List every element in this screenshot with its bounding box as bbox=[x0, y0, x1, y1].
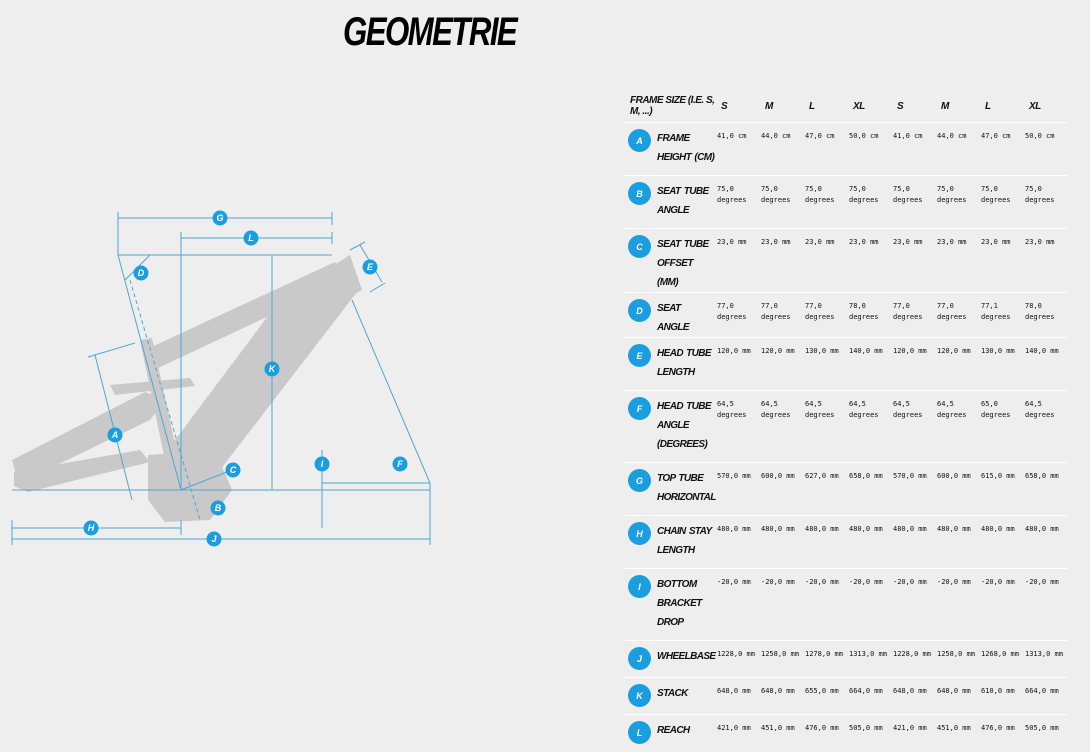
value-cell bbox=[847, 176, 891, 229]
parameter-badge: I bbox=[628, 575, 651, 598]
svg-text:B: B bbox=[214, 503, 222, 513]
value-cell bbox=[715, 678, 759, 715]
parameter-cell bbox=[624, 123, 715, 176]
value-cell bbox=[891, 229, 935, 293]
value-cell bbox=[847, 391, 891, 463]
svg-text:A: A bbox=[111, 430, 119, 440]
size-header: L bbox=[985, 100, 991, 112]
value-text: 44,0 cm bbox=[937, 132, 967, 140]
value-text: 658,0 mm bbox=[1025, 472, 1059, 480]
value-text: 1258,0 mm bbox=[761, 650, 799, 658]
value-text: 75,0 degrees bbox=[981, 185, 1011, 204]
value-text: 627,0 mm bbox=[805, 472, 839, 480]
value-text: 78,0 degrees bbox=[1025, 302, 1055, 321]
value-text: 615,0 mm bbox=[981, 472, 1015, 480]
svg-text:H: H bbox=[87, 523, 95, 533]
value-cell bbox=[891, 293, 935, 338]
value-cell bbox=[847, 338, 891, 391]
svg-text:J: J bbox=[211, 534, 217, 544]
value-text: -20,0 mm bbox=[981, 578, 1015, 586]
label-badge-g bbox=[213, 211, 228, 226]
value-text: 140,0 mm bbox=[849, 347, 883, 355]
value-cell bbox=[891, 123, 935, 176]
parameter-name: HEAD TUBE ANGLE (DEGREES) bbox=[657, 401, 711, 450]
value-cell bbox=[1023, 176, 1067, 229]
parameter-cell bbox=[624, 715, 715, 752]
value-text: 480,0 mm bbox=[717, 525, 751, 533]
parameter-badge: L bbox=[628, 721, 651, 744]
svg-text:K: K bbox=[268, 364, 276, 374]
value-cell bbox=[935, 569, 979, 641]
value-text: -20,0 mm bbox=[761, 578, 795, 586]
size-header: L bbox=[809, 100, 815, 112]
value-text: 476,0 mm bbox=[805, 724, 839, 732]
value-cell bbox=[759, 641, 803, 678]
parameter-badge: D bbox=[628, 299, 651, 322]
table-row bbox=[624, 715, 1067, 752]
value-text: 130,0 mm bbox=[981, 347, 1015, 355]
table-row bbox=[624, 338, 1067, 391]
parameter-badge: B bbox=[628, 182, 651, 205]
label-badge-l bbox=[244, 231, 259, 246]
value-text: 23,0 mm bbox=[1025, 238, 1055, 246]
svg-text:D: D bbox=[137, 268, 145, 278]
svg-text:E: E bbox=[366, 262, 374, 272]
value-cell bbox=[803, 715, 847, 752]
value-text: 47,0 cm bbox=[805, 132, 835, 140]
table-header-row bbox=[624, 90, 1067, 123]
value-cell bbox=[935, 338, 979, 391]
value-cell bbox=[891, 338, 935, 391]
parameter-badge: F bbox=[628, 397, 651, 420]
value-cell bbox=[803, 229, 847, 293]
value-cell bbox=[715, 715, 759, 752]
value-text: 120,0 mm bbox=[893, 347, 927, 355]
label-badge-c bbox=[226, 463, 241, 478]
value-cell bbox=[891, 641, 935, 678]
value-cell bbox=[759, 229, 803, 293]
value-text: 64,5 degrees bbox=[1025, 400, 1055, 419]
value-text: 23,0 mm bbox=[761, 238, 791, 246]
size-header: S bbox=[721, 100, 728, 112]
value-cell bbox=[891, 463, 935, 516]
parameter-cell bbox=[624, 569, 715, 641]
value-cell bbox=[935, 516, 979, 569]
parameter-name: TOP TUBE HORIZONTAL bbox=[657, 473, 716, 503]
value-cell bbox=[979, 516, 1023, 569]
value-text: 140,0 mm bbox=[1025, 347, 1059, 355]
value-text: 648,0 mm bbox=[937, 687, 971, 695]
value-cell bbox=[847, 678, 891, 715]
value-text: 64,5 degrees bbox=[937, 400, 967, 419]
parameter-badge: K bbox=[628, 684, 651, 707]
value-text: 130,0 mm bbox=[805, 347, 839, 355]
value-text: 1228,0 mm bbox=[893, 650, 931, 658]
value-cell bbox=[891, 678, 935, 715]
label-badge-e bbox=[363, 260, 378, 275]
value-text: 505,0 mm bbox=[1025, 724, 1059, 732]
value-cell bbox=[1023, 391, 1067, 463]
value-cell bbox=[715, 463, 759, 516]
value-cell bbox=[1023, 293, 1067, 338]
value-cell bbox=[759, 463, 803, 516]
value-text: 41,0 cm bbox=[717, 132, 747, 140]
parameter-name: CHAIN STAY LENGTH bbox=[657, 526, 712, 556]
parameter-badge: A bbox=[628, 129, 651, 152]
value-text: 570,0 mm bbox=[893, 472, 927, 480]
value-cell bbox=[715, 229, 759, 293]
value-text: 480,0 mm bbox=[981, 525, 1015, 533]
parameter-name: REACH bbox=[657, 725, 690, 736]
value-cell bbox=[715, 516, 759, 569]
value-cell bbox=[1023, 463, 1067, 516]
svg-text:L: L bbox=[248, 233, 254, 243]
value-cell bbox=[847, 463, 891, 516]
table-row bbox=[624, 463, 1067, 516]
value-cell bbox=[715, 123, 759, 176]
value-text: 476,0 mm bbox=[981, 724, 1015, 732]
value-text: 655,0 mm bbox=[805, 687, 839, 695]
value-text: 77,0 degrees bbox=[805, 302, 835, 321]
size-header: M bbox=[765, 100, 773, 112]
value-cell bbox=[891, 715, 935, 752]
value-text: 480,0 mm bbox=[1025, 525, 1059, 533]
label-badge-h bbox=[84, 521, 99, 536]
value-text: 648,0 mm bbox=[761, 687, 795, 695]
value-cell bbox=[803, 338, 847, 391]
table-row bbox=[624, 641, 1067, 678]
value-text: 1278,0 mm bbox=[805, 650, 843, 658]
value-cell bbox=[935, 293, 979, 338]
value-cell bbox=[715, 391, 759, 463]
label-badge-j bbox=[207, 532, 222, 547]
label-badge-a bbox=[108, 428, 123, 443]
geometry-diagram bbox=[0, 200, 440, 550]
label-badge-i bbox=[315, 457, 330, 472]
value-cell bbox=[891, 516, 935, 569]
parameter-cell bbox=[624, 516, 715, 569]
table-row bbox=[624, 176, 1067, 229]
value-text: -20,0 mm bbox=[937, 578, 971, 586]
value-text: 65,0 degrees bbox=[981, 400, 1011, 419]
geometry-table bbox=[624, 90, 1067, 752]
value-cell bbox=[759, 293, 803, 338]
value-cell bbox=[759, 715, 803, 752]
value-cell bbox=[759, 678, 803, 715]
value-text: 23,0 mm bbox=[937, 238, 967, 246]
value-cell bbox=[847, 569, 891, 641]
value-text: 600,0 mm bbox=[761, 472, 795, 480]
parameter-badge: J bbox=[628, 647, 651, 670]
value-text: 480,0 mm bbox=[893, 525, 927, 533]
value-cell bbox=[803, 176, 847, 229]
value-text: 64,5 degrees bbox=[849, 400, 879, 419]
value-text: 451,0 mm bbox=[761, 724, 795, 732]
value-text: 648,0 mm bbox=[717, 687, 751, 695]
value-cell bbox=[1023, 641, 1067, 678]
value-text: 75,0 degrees bbox=[805, 185, 835, 204]
value-cell bbox=[803, 463, 847, 516]
size-header: XL bbox=[853, 100, 865, 112]
parameter-cell bbox=[624, 391, 715, 463]
svg-text:C: C bbox=[229, 465, 237, 475]
value-text: 664,0 mm bbox=[849, 687, 883, 695]
value-text: 570,0 mm bbox=[717, 472, 751, 480]
value-text: 120,0 mm bbox=[937, 347, 971, 355]
parameter-name: WHEELBASE bbox=[657, 651, 716, 662]
size-header: M bbox=[941, 100, 949, 112]
value-text: 75,0 degrees bbox=[761, 185, 791, 204]
value-text: 64,5 degrees bbox=[805, 400, 835, 419]
value-cell bbox=[979, 463, 1023, 516]
size-header: S bbox=[897, 100, 904, 112]
parameter-badge: C bbox=[628, 235, 651, 258]
value-text: 50,0 cm bbox=[1025, 132, 1055, 140]
value-cell bbox=[803, 516, 847, 569]
value-text: -20,0 mm bbox=[717, 578, 751, 586]
value-text: 23,0 mm bbox=[805, 238, 835, 246]
value-cell bbox=[847, 641, 891, 678]
value-text: 78,0 degrees bbox=[849, 302, 879, 321]
value-cell bbox=[759, 391, 803, 463]
value-cell bbox=[935, 641, 979, 678]
size-header: XL bbox=[1029, 100, 1041, 112]
value-cell bbox=[715, 176, 759, 229]
value-text: 47,0 cm bbox=[981, 132, 1011, 140]
table-row bbox=[624, 123, 1067, 176]
value-cell bbox=[979, 123, 1023, 176]
value-cell bbox=[715, 641, 759, 678]
value-cell bbox=[803, 569, 847, 641]
value-text: -20,0 mm bbox=[893, 578, 927, 586]
value-cell bbox=[803, 641, 847, 678]
value-text: 1258,0 mm bbox=[937, 650, 975, 658]
value-text: 23,0 mm bbox=[717, 238, 747, 246]
value-cell bbox=[935, 391, 979, 463]
parameter-badge: H bbox=[628, 522, 651, 545]
value-text: 120,0 mm bbox=[717, 347, 751, 355]
value-text: 77,0 degrees bbox=[761, 302, 791, 321]
value-cell bbox=[935, 463, 979, 516]
value-cell bbox=[979, 229, 1023, 293]
parameter-cell bbox=[624, 463, 715, 516]
value-text: -20,0 mm bbox=[1025, 578, 1059, 586]
table-row bbox=[624, 678, 1067, 715]
value-cell bbox=[1023, 229, 1067, 293]
parameter-cell bbox=[624, 293, 715, 338]
parameter-cell bbox=[624, 641, 715, 678]
value-cell bbox=[1023, 516, 1067, 569]
value-text: 44,0 cm bbox=[761, 132, 791, 140]
frame-size-header: FRAME SIZE (I.E. S, M, ...) bbox=[630, 95, 715, 117]
value-cell bbox=[979, 641, 1023, 678]
table-row bbox=[624, 391, 1067, 463]
value-cell bbox=[891, 176, 935, 229]
value-cell bbox=[935, 715, 979, 752]
value-text: 23,0 mm bbox=[981, 238, 1011, 246]
value-cell bbox=[803, 391, 847, 463]
value-cell bbox=[935, 229, 979, 293]
value-cell bbox=[935, 176, 979, 229]
page-title: GEOMETRIE bbox=[343, 10, 517, 54]
value-text: 664,0 mm bbox=[1025, 687, 1059, 695]
value-cell bbox=[1023, 338, 1067, 391]
value-text: 658,0 mm bbox=[849, 472, 883, 480]
value-text: 50,0 cm bbox=[849, 132, 879, 140]
value-text: 75,0 degrees bbox=[937, 185, 967, 204]
parameter-cell bbox=[624, 176, 715, 229]
value-cell bbox=[847, 516, 891, 569]
value-text: 1228,0 mm bbox=[717, 650, 755, 658]
value-text: 120,0 mm bbox=[761, 347, 795, 355]
value-cell bbox=[1023, 678, 1067, 715]
value-text: 1313,0 mm bbox=[1025, 650, 1063, 658]
value-text: 1313,0 mm bbox=[849, 650, 887, 658]
value-cell bbox=[891, 391, 935, 463]
value-cell bbox=[979, 715, 1023, 752]
value-text: 505,0 mm bbox=[849, 724, 883, 732]
value-cell bbox=[803, 123, 847, 176]
value-cell bbox=[803, 293, 847, 338]
value-text: 451,0 mm bbox=[937, 724, 971, 732]
value-text: 64,5 degrees bbox=[761, 400, 791, 419]
label-badge-k bbox=[265, 362, 280, 377]
value-text: 75,0 degrees bbox=[717, 185, 747, 204]
label-badge-d bbox=[134, 266, 149, 281]
value-cell bbox=[803, 678, 847, 715]
value-text: 480,0 mm bbox=[937, 525, 971, 533]
value-cell bbox=[979, 391, 1023, 463]
value-cell bbox=[759, 569, 803, 641]
parameter-name: STACK bbox=[657, 688, 688, 699]
value-text: 610,0 mm bbox=[981, 687, 1015, 695]
value-text: -20,0 mm bbox=[805, 578, 839, 586]
value-text: 421,0 mm bbox=[893, 724, 927, 732]
value-cell bbox=[935, 123, 979, 176]
value-cell bbox=[759, 176, 803, 229]
parameter-cell bbox=[624, 678, 715, 715]
value-cell bbox=[979, 338, 1023, 391]
value-cell bbox=[1023, 715, 1067, 752]
table-row bbox=[624, 293, 1067, 338]
value-cell bbox=[979, 176, 1023, 229]
value-cell bbox=[1023, 569, 1067, 641]
parameter-name: BOTTOM BRACKET DROP bbox=[657, 579, 702, 628]
value-text: 600,0 mm bbox=[937, 472, 971, 480]
value-text: 64,5 degrees bbox=[893, 400, 923, 419]
value-text: -20,0 mm bbox=[849, 578, 883, 586]
parameter-cell bbox=[624, 229, 715, 293]
value-cell bbox=[847, 715, 891, 752]
value-cell bbox=[715, 569, 759, 641]
value-cell bbox=[715, 293, 759, 338]
parameter-name: SEAT TUBE ANGLE bbox=[657, 186, 709, 216]
value-text: 75,0 degrees bbox=[1025, 185, 1055, 204]
parameter-name: HEAD TUBE LENGTH bbox=[657, 348, 711, 378]
value-text: 77,1 degrees bbox=[981, 302, 1011, 321]
value-text: 75,0 degrees bbox=[893, 185, 923, 204]
value-text: 23,0 mm bbox=[849, 238, 879, 246]
value-cell bbox=[847, 229, 891, 293]
parameter-cell bbox=[624, 338, 715, 391]
value-cell bbox=[979, 678, 1023, 715]
svg-text:G: G bbox=[216, 213, 224, 223]
bike-frame bbox=[12, 255, 362, 522]
parameter-badge: E bbox=[628, 344, 651, 367]
value-cell bbox=[891, 569, 935, 641]
parameter-name: FRAME HEIGHT (CM) bbox=[657, 133, 715, 163]
table-row bbox=[624, 516, 1067, 569]
value-text: 77,0 degrees bbox=[717, 302, 747, 321]
label-badge-b bbox=[211, 501, 226, 516]
value-text: 480,0 mm bbox=[849, 525, 883, 533]
value-text: 77,0 degrees bbox=[893, 302, 923, 321]
table-row bbox=[624, 569, 1067, 641]
value-cell bbox=[759, 516, 803, 569]
value-text: 1268,0 mm bbox=[981, 650, 1019, 658]
table-row bbox=[624, 229, 1067, 293]
value-text: 77,0 degrees bbox=[937, 302, 967, 321]
value-text: 64,5 degrees bbox=[717, 400, 747, 419]
svg-text:F: F bbox=[397, 459, 403, 469]
value-text: 421,0 mm bbox=[717, 724, 751, 732]
value-text: 23,0 mm bbox=[893, 238, 923, 246]
value-cell bbox=[759, 123, 803, 176]
value-text: 480,0 mm bbox=[805, 525, 839, 533]
svg-text:I: I bbox=[320, 459, 324, 469]
parameter-name: SEAT TUBE OFFSET (MM) bbox=[657, 239, 709, 288]
value-cell bbox=[715, 338, 759, 391]
value-cell bbox=[759, 338, 803, 391]
parameter-name: SEAT ANGLE bbox=[657, 303, 690, 333]
label-badge-f bbox=[393, 457, 408, 472]
value-cell bbox=[979, 569, 1023, 641]
value-text: 75,0 degrees bbox=[849, 185, 879, 204]
value-cell bbox=[847, 123, 891, 176]
value-cell bbox=[935, 678, 979, 715]
value-cell bbox=[979, 293, 1023, 338]
value-text: 648,0 mm bbox=[893, 687, 927, 695]
value-cell bbox=[1023, 123, 1067, 176]
value-text: 480,0 mm bbox=[761, 525, 795, 533]
value-cell bbox=[847, 293, 891, 338]
parameter-badge: G bbox=[628, 469, 651, 492]
value-text: 41,0 cm bbox=[893, 132, 923, 140]
